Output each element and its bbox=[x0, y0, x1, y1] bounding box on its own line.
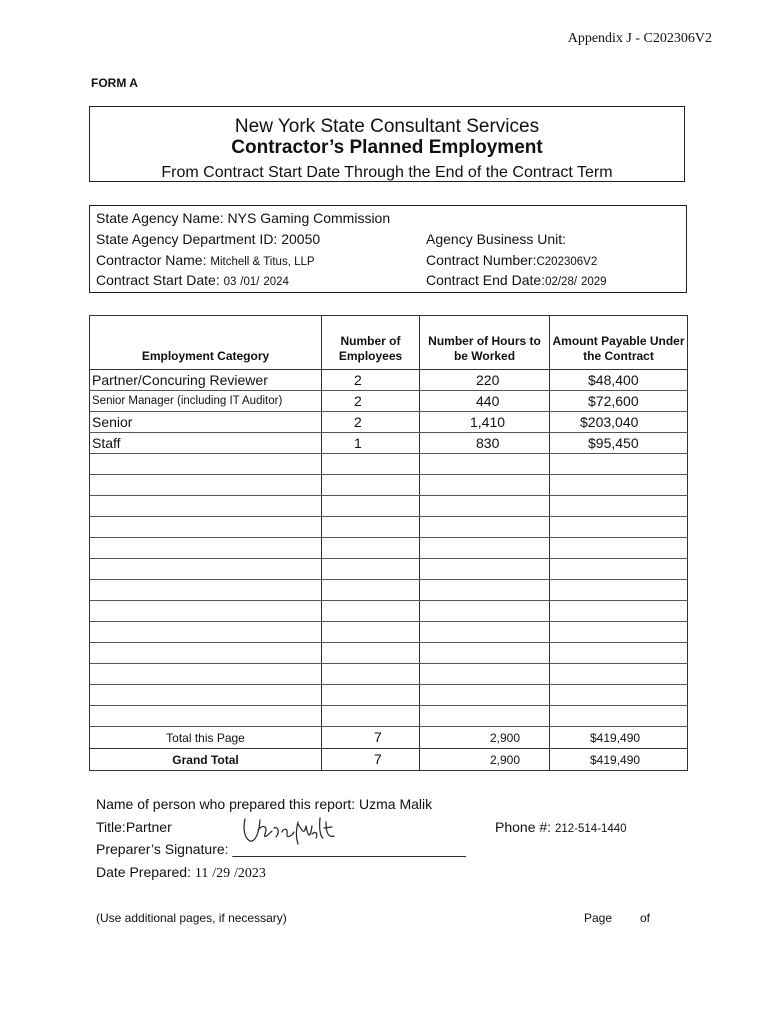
grand-employees-value: 7 bbox=[374, 751, 382, 767]
table-row bbox=[90, 517, 688, 538]
end-date-label: Contract End Date: bbox=[426, 272, 546, 288]
prepared-by-label: Name of person who prepared this report: bbox=[96, 796, 356, 812]
category-cell[interactable] bbox=[90, 622, 322, 643]
amount-cell[interactable] bbox=[550, 517, 688, 538]
table-row bbox=[90, 601, 688, 622]
amount-cell[interactable] bbox=[550, 664, 688, 685]
hours-cell[interactable] bbox=[420, 580, 550, 601]
category-cell[interactable] bbox=[90, 559, 322, 580]
phone-field[interactable]: 212-514-1440 bbox=[554, 823, 627, 835]
table-row bbox=[90, 664, 688, 685]
end-month-field[interactable]: 02 bbox=[545, 276, 558, 288]
hours-cell[interactable] bbox=[420, 706, 550, 727]
employees-value: 2 bbox=[354, 414, 362, 430]
hours-cell[interactable] bbox=[420, 454, 550, 475]
amount-cell[interactable] bbox=[550, 538, 688, 559]
contract-info-box bbox=[89, 205, 687, 293]
category-cell[interactable] bbox=[90, 580, 322, 601]
amount-cell[interactable] bbox=[550, 706, 688, 727]
table-row bbox=[90, 706, 688, 727]
hours-value: 220 bbox=[476, 372, 500, 388]
employees-value: 2 bbox=[354, 393, 362, 409]
category-cell[interactable] bbox=[90, 517, 322, 538]
amount-cell[interactable] bbox=[550, 685, 688, 706]
date-day-field[interactable]: /29 bbox=[212, 866, 231, 881]
total-hours-value: 2,900 bbox=[490, 730, 521, 745]
category-cell[interactable] bbox=[90, 685, 322, 706]
signature-line bbox=[96, 841, 466, 857]
category-cell[interactable] bbox=[90, 538, 322, 559]
amount-value: $72,600 bbox=[588, 393, 639, 409]
amount-value: $48,400 bbox=[588, 372, 639, 388]
hours-cell[interactable] bbox=[420, 538, 550, 559]
contractor-name-label: Contractor Name: bbox=[96, 252, 207, 268]
of-label: of bbox=[640, 911, 651, 925]
table-row bbox=[90, 391, 688, 412]
business-unit-line bbox=[426, 231, 566, 247]
category-cell[interactable] bbox=[90, 706, 322, 727]
form-title-line1: New York State Consultant Services bbox=[234, 116, 540, 137]
title-field[interactable]: Partner bbox=[125, 819, 172, 835]
grand-amount-cell[interactable] bbox=[550, 749, 688, 771]
amount-cell[interactable] bbox=[550, 601, 688, 622]
phone-label: Phone #: bbox=[495, 819, 552, 835]
start-day-field[interactable]: /01/ bbox=[240, 276, 260, 288]
form-title-line2: Contractor’s Planned Employment bbox=[231, 137, 543, 158]
header-number-of-employees: Number of Employees bbox=[322, 316, 420, 370]
hours-value: 440 bbox=[476, 393, 500, 409]
amount-cell[interactable] bbox=[550, 643, 688, 664]
department-id-label: State Agency Department ID: bbox=[96, 231, 278, 247]
title-label: Title: bbox=[96, 819, 126, 835]
additional-pages-note: (Use additional pages, if necessary) bbox=[96, 911, 287, 925]
category-cell[interactable]: Senior bbox=[90, 412, 322, 433]
appendix-label: Appendix J - C202306V2 bbox=[567, 31, 712, 46]
employees-cell[interactable] bbox=[322, 517, 420, 538]
category-cell[interactable]: Senior Manager (including IT Auditor) bbox=[90, 391, 322, 412]
total-employees-value: 7 bbox=[374, 729, 382, 745]
table-row bbox=[90, 538, 688, 559]
employees-value: 2 bbox=[354, 372, 362, 388]
category-cell[interactable] bbox=[90, 664, 322, 685]
employees-cell[interactable] bbox=[322, 370, 420, 391]
amount-cell[interactable] bbox=[550, 622, 688, 643]
header-number-of-hours: Number of Hours to be Worked bbox=[420, 316, 550, 370]
table-row bbox=[90, 496, 688, 517]
page-label: Page bbox=[584, 911, 613, 925]
employees-cell[interactable] bbox=[322, 559, 420, 580]
form-title-line3: From Contract Start Date Through the End of the Contract Term bbox=[161, 164, 613, 181]
table-row bbox=[90, 370, 688, 391]
table-header-row bbox=[90, 316, 688, 370]
table-row bbox=[90, 685, 688, 706]
hours-cell[interactable] bbox=[420, 622, 550, 643]
table-row bbox=[90, 454, 688, 475]
employees-cell[interactable] bbox=[322, 664, 420, 685]
grand-employees-cell[interactable] bbox=[322, 749, 420, 771]
date-prepared-label: Date Prepared: bbox=[96, 864, 191, 880]
hours-cell[interactable] bbox=[420, 559, 550, 580]
amount-cell[interactable] bbox=[550, 370, 688, 391]
contractor-name-line bbox=[96, 252, 315, 268]
start-month-field[interactable]: 03 bbox=[223, 276, 237, 288]
total-hours-cell[interactable] bbox=[420, 727, 550, 749]
department-id-field[interactable]: 20050 bbox=[281, 231, 321, 247]
title-box bbox=[89, 106, 685, 182]
employees-cell[interactable] bbox=[322, 643, 420, 664]
grand-hours-cell[interactable] bbox=[420, 749, 550, 771]
category-cell[interactable]: Partner/Concuring Reviewer bbox=[90, 370, 322, 391]
category-cell[interactable] bbox=[90, 496, 322, 517]
table-row bbox=[90, 559, 688, 580]
amount-cell[interactable] bbox=[550, 391, 688, 412]
grand-total-row bbox=[90, 749, 688, 771]
business-unit-label: Agency Business Unit: bbox=[426, 231, 567, 247]
date-year-field[interactable]: /2023 bbox=[234, 866, 266, 881]
end-year-field[interactable]: 2029 bbox=[580, 276, 607, 288]
prepared-by-field[interactable]: Uzma Malik bbox=[359, 796, 433, 812]
employees-cell[interactable] bbox=[322, 475, 420, 496]
signature-label: Preparer’s Signature: bbox=[96, 841, 229, 857]
employees-cell[interactable] bbox=[322, 391, 420, 412]
start-date-label: Contract Start Date: bbox=[96, 272, 220, 288]
employment-table-wrap bbox=[89, 315, 687, 771]
amount-cell[interactable] bbox=[550, 433, 688, 454]
end-date-line bbox=[426, 272, 607, 288]
agency-name-field[interactable]: NYS Gaming Commission bbox=[227, 210, 391, 226]
table-row bbox=[90, 580, 688, 601]
contractor-name-field[interactable]: Mitchell & Titus, LLP bbox=[210, 256, 315, 268]
hours-cell[interactable] bbox=[420, 601, 550, 622]
table-row bbox=[90, 433, 688, 454]
employees-cell[interactable] bbox=[322, 433, 420, 454]
amount-cell[interactable] bbox=[550, 475, 688, 496]
start-year-field[interactable]: 2024 bbox=[263, 276, 289, 288]
amount-cell[interactable] bbox=[550, 496, 688, 517]
amount-value: $203,040 bbox=[580, 414, 639, 430]
grand-amount-value: $419,490 bbox=[590, 752, 641, 767]
hours-cell[interactable] bbox=[420, 664, 550, 685]
hours-cell[interactable] bbox=[420, 391, 550, 412]
employees-cell[interactable] bbox=[322, 601, 420, 622]
amount-cell[interactable] bbox=[550, 454, 688, 475]
hours-cell[interactable] bbox=[420, 475, 550, 496]
end-day-field[interactable]: /28/ bbox=[557, 276, 578, 288]
header-employment-category: Employment Category bbox=[90, 316, 322, 370]
agency-name-label: State Agency Name: bbox=[96, 210, 224, 226]
amount-cell[interactable] bbox=[550, 580, 688, 601]
table-row bbox=[90, 643, 688, 664]
category-cell[interactable]: Staff bbox=[90, 433, 322, 454]
table-row bbox=[90, 475, 688, 496]
hours-value: 830 bbox=[476, 435, 500, 451]
hours-cell[interactable] bbox=[420, 496, 550, 517]
phone-line bbox=[495, 819, 627, 835]
hours-cell[interactable] bbox=[420, 685, 550, 706]
employment-table bbox=[89, 315, 688, 771]
total-amount-cell[interactable] bbox=[550, 727, 688, 749]
date-prepared-line bbox=[96, 864, 266, 882]
amount-value: $95,450 bbox=[588, 435, 639, 451]
hours-cell[interactable] bbox=[420, 412, 550, 433]
grand-total-label: Grand Total bbox=[90, 749, 322, 771]
contract-number-line bbox=[426, 252, 597, 268]
hours-cell[interactable] bbox=[420, 517, 550, 538]
hours-cell[interactable] bbox=[420, 643, 550, 664]
title-line bbox=[96, 819, 172, 835]
category-cell[interactable] bbox=[90, 643, 322, 664]
form-label: FORM A bbox=[91, 76, 138, 90]
amount-cell[interactable] bbox=[550, 412, 688, 433]
agency-name-line bbox=[96, 210, 390, 226]
category-cell[interactable] bbox=[90, 454, 322, 475]
employees-cell[interactable] bbox=[322, 454, 420, 475]
contract-number-label: Contract Number: bbox=[426, 252, 537, 268]
total-this-page-row bbox=[90, 727, 688, 749]
employees-cell[interactable] bbox=[322, 580, 420, 601]
category-cell[interactable] bbox=[90, 601, 322, 622]
amount-cell[interactable] bbox=[550, 559, 688, 580]
start-date-line bbox=[96, 272, 289, 288]
grand-hours-value: 2,900 bbox=[490, 752, 521, 767]
signature-field[interactable]: ______________________________ bbox=[232, 841, 467, 857]
total-this-page-label: Total this Page bbox=[90, 727, 322, 749]
employees-cell[interactable] bbox=[322, 706, 420, 727]
employees-value: 1 bbox=[354, 435, 362, 451]
employees-cell[interactable] bbox=[322, 496, 420, 517]
employees-cell[interactable] bbox=[322, 622, 420, 643]
hours-cell[interactable] bbox=[420, 370, 550, 391]
hours-value: 1,410 bbox=[470, 414, 506, 430]
total-employees-cell[interactable] bbox=[322, 727, 420, 749]
total-amount-value: $419,490 bbox=[590, 730, 641, 745]
department-id-line bbox=[96, 231, 320, 247]
table-row bbox=[90, 412, 688, 433]
header-amount-payable: Amount Payable Under the Contract bbox=[550, 316, 688, 370]
date-month-field[interactable]: 11 bbox=[194, 866, 209, 881]
contract-number-field[interactable]: C202306V2 bbox=[536, 256, 598, 268]
hours-cell[interactable] bbox=[420, 433, 550, 454]
employees-cell[interactable] bbox=[322, 412, 420, 433]
employees-cell[interactable] bbox=[322, 685, 420, 706]
table-row bbox=[90, 622, 688, 643]
employees-cell[interactable] bbox=[322, 538, 420, 559]
category-cell[interactable] bbox=[90, 475, 322, 496]
